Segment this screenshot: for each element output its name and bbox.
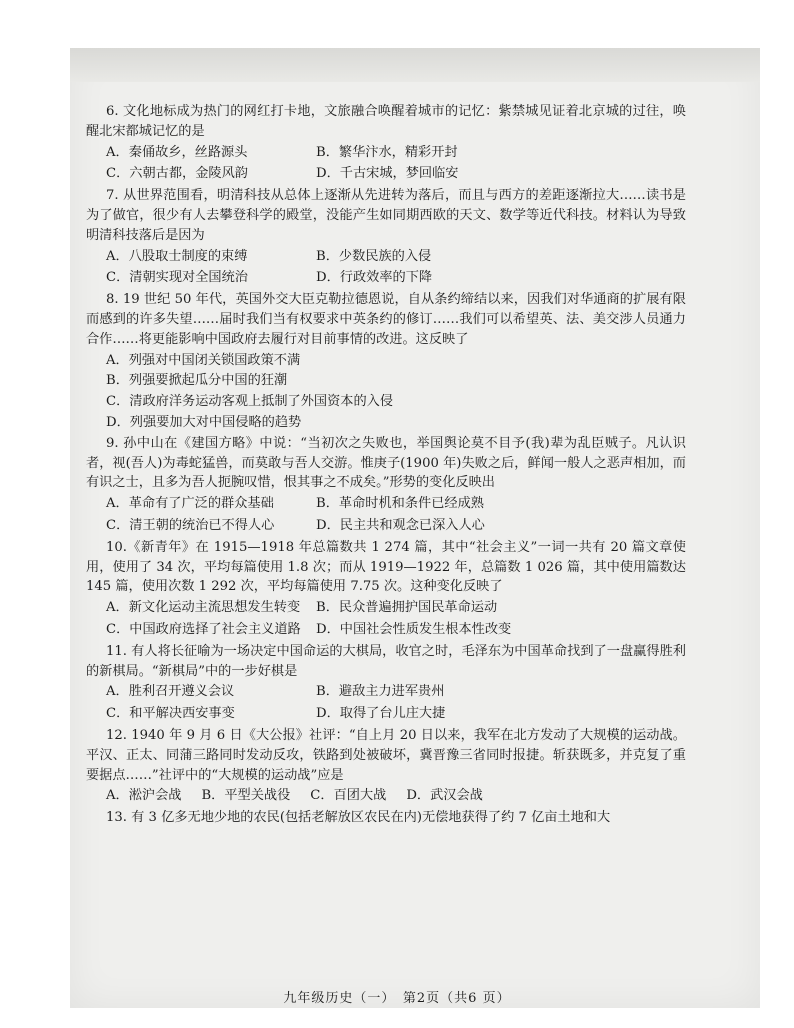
question-7 [86,186,686,288]
question-6-stem: 6. 文化地标成为热门的网红打卡地，文旅融合唤醒着城市的记忆：紫禁城见证着北京城的过往，唤醒北宋都城记忆的是 [86,104,686,139]
question-8 [86,290,686,433]
question-9-option-c: C．清王朝的统治已不得人心 [106,517,275,533]
question-10 [86,538,686,640]
question-10-stem: 10.《新青年》在 1915—1918 年总篇数共 1 274 篇，其中“社会主义”一词一共有 20 篇文章使用，使用了 34 次，平均每篇使用 1.8 次；而从 1919—1922 年，总篇数 1 026 篇，其中使用篇数达 145 篇，使用次数 1 292 次，平均每篇使用 7.75 次。这种变化反映了 [86,539,686,595]
question-12 [86,726,686,806]
question-9 [86,434,686,536]
question-12-option-a: A．淞沪会战 [106,788,182,804]
question-10-option-c: C．中国政府选择了社会主义道路 [106,621,301,637]
question-11-option-a: A．胜利召开遵义会议 [106,684,235,700]
question-6 [86,102,686,184]
question-12-option-c: C．百团大战 [310,788,387,804]
question-10-option-b: B．民众普遍拥护国民革命运动 [316,600,498,616]
question-11-stem: 11. 有人将长征喻为一场决定中国命运的大棋局，收官之时，毛泽东为中国革命找到了一盘赢得胜利的新棋局。“新棋局”中的一步好棋是 [86,643,686,679]
question-11-option-d: D．取得了台儿庄大捷 [316,706,446,722]
question-9-option-b: B．革命时机和条件已经成熟 [316,496,484,512]
question-6-option-b: B．繁华汴水，精彩开封 [316,144,458,160]
question-13 [86,808,686,828]
question-8-option-b: B．列强要掀起瓜分中国的狂潮 [106,373,288,389]
question-8-option-d: D．列强要加大对中国侵略的趋势 [106,414,302,430]
question-12-stem: 12. 1940 年 9 月 6 日《大公报》社评：“自上月 20 日以来，我军在北方发动了大规模的运动战。平汉、正太、同蒲三路同时发动反攻，铁路到处被破坏，冀晋豫三省同时报捷。斩获既多，并克复了重要据点……”社评中的“大规模的运动战”应是 [86,727,686,783]
question-8-option-a: A．列强对中国闭关锁国政策不满 [106,352,301,368]
question-7-option-c: C．清朝实现对全国统治 [106,270,248,286]
question-7-stem: 7. 从世界范围看，明清科技从总体上逐渐从先进转为落后，而且与西方的差距逐渐拉大……读书是为了做官，很少有人去攀登科学的殿堂，没能产生如同期西欧的天文、数学等近代科技。材料认为导致明清科技落后是因为 [86,188,686,243]
question-9-option-d: D．民主共和观念已深入人心 [316,517,485,533]
question-7-option-b: B．少数民族的入侵 [316,248,432,264]
page-footer: 九年级历史（一） 第2页（共6 页） [283,991,511,1006]
question-7-option-d: D．行政效率的下降 [316,270,433,286]
question-10-option-d: D．中国社会性质发生根本性改变 [316,621,512,637]
question-11 [86,642,686,724]
question-8-stem: 8. 19 世纪 50 年代，英国外交大臣克勒拉德恩说，自从条约缔结以来，因我们对华通商的扩展有限而感到的许多失望……届时我们当有权要求中英条约的修订……我们可以希望英、法、美交涉人员通力合作……将更能影响中国政府去履行对目前事情的改进。这反映了 [86,292,686,347]
question-6-option-a: A．秦俑故乡，丝路源头 [106,144,248,160]
question-13-stem: 13. 有 3 亿多无地少地的农民(包括老解放区农民在内)无偿地获得了约 7 亿亩土地和大 [106,810,611,826]
question-11-option-c: C．和平解决西安事变 [106,706,235,722]
question-6-option-d: D．千古宋城，梦回临安 [316,166,459,182]
question-6-option-c: C．六朝古都，金陵风韵 [106,166,248,182]
question-11-option-b: B．避敌主力进军贵州 [316,684,445,700]
exam-content [86,102,686,828]
question-12-option-b: B．平型关战役 [201,788,291,804]
scan-top-band [70,48,760,82]
question-7-option-a: A．八股取士制度的束缚 [106,248,248,264]
question-8-option-c: C．清政府洋务运动客观上抵制了外国资本的入侵 [106,394,394,410]
question-9-option-a: A．革命有了广泛的群众基础 [106,496,274,512]
question-12-option-d: D．武汉会战 [406,788,483,804]
question-9-stem: 9. 孙中山在《建国方略》中说：“当初次之失败也，举国舆论莫不目予(我)辈为乱臣贼子。凡认识者，视(吾人)为毒蛇猛兽，而莫敢与吾人交游。惟庚子(1900 年)失败之后，鲜闻一般人之恶声相加，而有识之士，且多为吾人扼腕叹惜，恨其事之不成矣。”形势的变化反映出 [86,435,686,491]
question-10-option-a: A．新文化运动主流思想发生转变 [106,600,301,616]
